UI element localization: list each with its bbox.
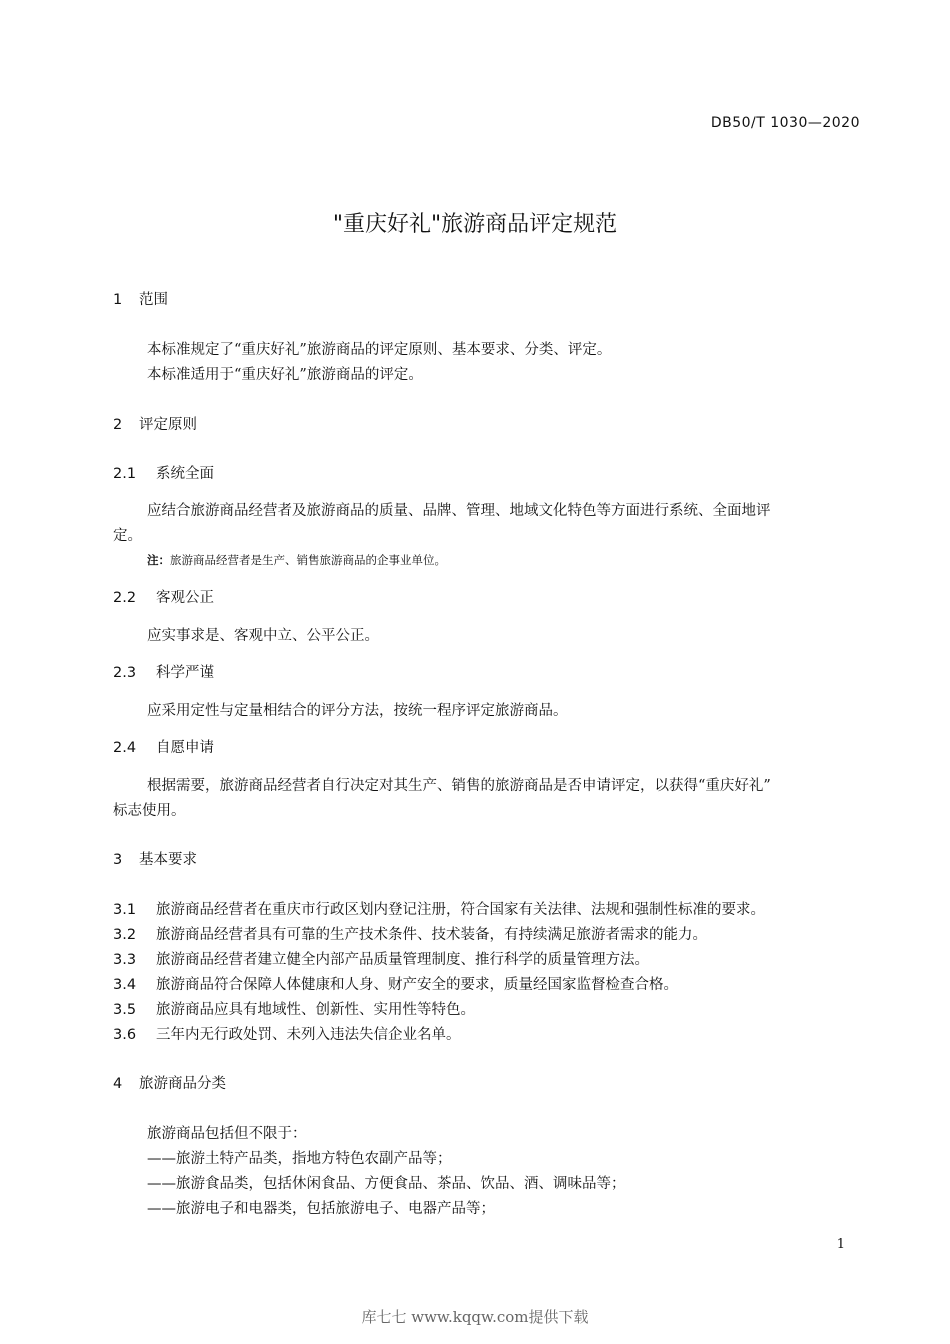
section-title: 旅游商品分类 <box>139 1076 226 1092</box>
paragraph: 本标准适用于“重庆好礼”旅游商品的评定。 <box>147 367 423 383</box>
subsection-2-4-heading <box>113 736 214 757</box>
list-item: ——旅游土特产品类，指地方特色农副产品等； <box>147 1151 452 1167</box>
section-number: 3 <box>113 852 123 868</box>
note-text: 旅游商品经营者是生产、销售旅游商品的企事业单位。 <box>170 553 446 567</box>
page-number: 1 <box>836 1237 845 1252</box>
list-item: ——旅游电子和电器类，包括旅游电子、电器产品等； <box>147 1201 495 1217</box>
section-3-heading <box>113 848 197 869</box>
section-1-heading <box>113 288 168 309</box>
item-text: 旅游商品经营者具有可靠的生产技术条件、技术装备，有持续满足旅游者需求的能力。 <box>156 927 707 943</box>
subsection-number: 2.1 <box>113 466 137 482</box>
section-title: 范围 <box>139 292 168 308</box>
section-number: 4 <box>113 1076 123 1092</box>
subsection-title: 系统全面 <box>156 466 214 482</box>
subsection-number: 2.3 <box>113 665 137 681</box>
note-label: 注： <box>147 553 170 567</box>
paragraph: 根据需要，旅游商品经营者自行决定对其生产、销售的旅游商品是否申请评定，以获得“重庆好礼” <box>147 778 771 794</box>
item-text: 三年内无行政处罚、未列入违法失信企业名单。 <box>156 1027 461 1043</box>
subsection-title: 自愿申请 <box>156 740 214 756</box>
item-number: 3.3 <box>113 952 137 968</box>
document-title: "重庆好礼"旅游商品评定规范 <box>332 212 618 237</box>
requirement-item <box>113 1023 461 1044</box>
paragraph: 应结合旅游商品经营者及旅游商品的质量、品牌、管理、地域文化特色等方面进行系统、全面地评 <box>147 503 771 519</box>
subsection-number: 2.2 <box>113 590 137 606</box>
subsection-title: 科学严谨 <box>156 665 214 681</box>
subsection-2-3-heading <box>113 661 214 682</box>
paragraph: 本标准规定了“重庆好礼”旅游商品的评定原则、基本要求、分类、评定。 <box>147 342 612 358</box>
section-number: 2 <box>113 417 123 433</box>
list-item: ——旅游食品类，包括休闲食品、方便食品、茶品、饮品、酒、调味品等； <box>147 1176 626 1192</box>
requirement-item <box>113 998 475 1019</box>
subsection-2-1-heading <box>113 462 214 483</box>
item-number: 3.5 <box>113 1002 137 1018</box>
item-text: 旅游商品经营者建立健全内部产品质量管理制度、推行科学的质量管理方法。 <box>156 952 649 968</box>
item-text: 旅游商品经营者在重庆市行政区划内登记注册，符合国家有关法律、法规和强制性标准的要求。 <box>156 902 765 918</box>
section-title: 评定原则 <box>139 417 197 433</box>
requirement-item <box>113 973 678 994</box>
item-number: 3.6 <box>113 1027 137 1043</box>
item-text: 旅游商品符合保障人体健康和人身、财产安全的要求，质量经国家监督检查合格。 <box>156 977 678 993</box>
paragraph: 应采用定性与定量相结合的评分方法，按统一程序评定旅游商品。 <box>147 703 568 719</box>
subsection-number: 2.4 <box>113 740 137 756</box>
requirement-item <box>113 898 765 919</box>
section-title: 基本要求 <box>139 852 197 868</box>
paragraph-continuation: 定。 <box>113 528 142 544</box>
subsection-title: 客观公正 <box>156 590 214 606</box>
paragraph: 旅游商品包括但不限于： <box>147 1126 307 1142</box>
requirement-item <box>113 948 649 969</box>
item-number: 3.2 <box>113 927 137 943</box>
item-number: 3.4 <box>113 977 137 993</box>
section-2-heading <box>113 413 197 434</box>
item-number: 3.1 <box>113 902 137 918</box>
subsection-2-2-heading <box>113 586 214 607</box>
section-number: 1 <box>113 292 123 308</box>
footer-watermark: 库七七 www.kqqw.com提供下载 <box>361 1308 589 1326</box>
paragraph-continuation: 标志使用。 <box>113 803 186 819</box>
requirement-item <box>113 923 707 944</box>
section-4-heading <box>113 1072 226 1093</box>
standard-code: DB50/T 1030—2020 <box>710 115 860 131</box>
paragraph: 应实事求是、客观中立、公平公正。 <box>147 628 379 644</box>
item-text: 旅游商品应具有地域性、创新性、实用性等特色。 <box>156 1002 475 1018</box>
note <box>147 552 446 568</box>
